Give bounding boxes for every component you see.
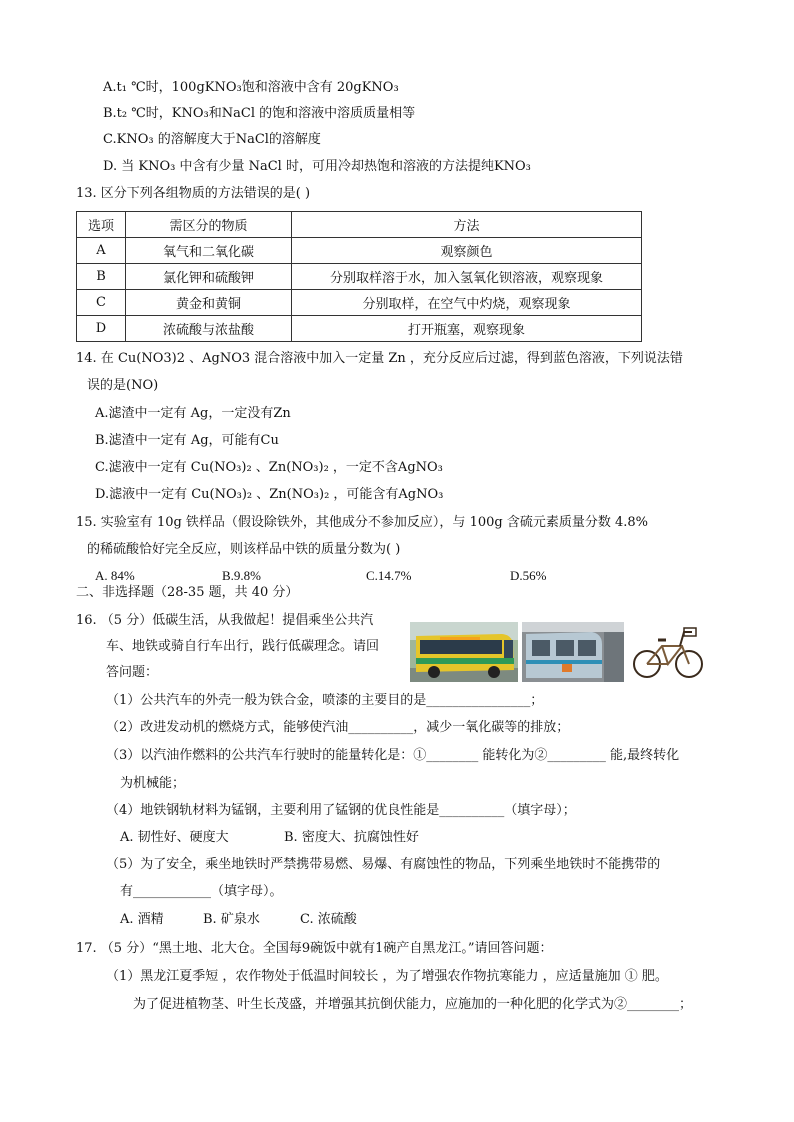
q16-part5: （5）为了安全，乘坐地铁时严禁携带易燃、易爆、有腐蚀性的物品，下列乘坐地铁时不能携带的	[106, 857, 661, 872]
bicycle-image	[632, 624, 704, 682]
table-cell: 分别取样，在空气中灼烧，观察现象	[292, 290, 642, 316]
q12-option-a: A.t₁ ℃时，100gKNO₃饱和溶液中含有 20gKNO₃	[103, 80, 399, 95]
table-cell: 分别取样溶于水，加入氢氧化钡溶液，观察现象	[292, 264, 642, 290]
bus-image	[410, 622, 518, 682]
table-header: 方法	[292, 212, 642, 238]
q16-part1: （1）公共汽车的外壳一般为铁合金，喷漆的主要目的是________________；	[106, 693, 544, 708]
table-cell: 观察颜色	[292, 238, 642, 264]
subway-image	[522, 622, 624, 682]
q15-option-c: C.14.7%	[366, 568, 412, 583]
q14-option-c: C.滤液中一定有 Cu(NO₃)₂ 、Zn(NO₃)₂ ，一定不含AgNO₃	[95, 460, 443, 475]
q15-stem-line1: 15. 实验室有 10g 铁样品（假设除铁外，其他成分不参加反应），与 100g 含硫元素质量分数 4.8%	[76, 515, 648, 530]
q14-option-b: B.滤渣中一定有 Ag，可能有Cu	[95, 433, 279, 448]
q15-option-d: D.56%	[510, 568, 547, 583]
table-header: 选项	[77, 212, 126, 238]
table-cell: D	[77, 316, 126, 342]
q16-part4-option-b: B. 密度大、抗腐蚀性好	[284, 830, 419, 845]
table-row	[77, 316, 642, 342]
q16-part4: （4）地铁钢轨材料为锰钢，主要利用了锰钢的优良性能是__________（填字母）；	[106, 803, 576, 818]
table-header-row	[77, 212, 642, 238]
q16-part5-option-a: A. 酒精	[120, 912, 164, 927]
table-cell: 氧气和二氧化碳	[126, 238, 292, 264]
q16-stem-line2: 车、地铁或骑自行车出行，践行低碳理念。请回	[106, 639, 380, 654]
q15-option-b: B.9.8%	[222, 568, 261, 583]
q16-stem-line3: 答问题：	[106, 665, 159, 680]
q17-part1-cont: 为了促进植物茎、叶生长茂盛，并增强其抗倒伏能力，应施加的一种化肥的化学式为②________；	[133, 997, 693, 1012]
q14-option-a: A.滤渣中一定有 Ag，一定没有Zn	[95, 406, 291, 421]
q15-option-a: A. 84%	[95, 568, 135, 583]
table-row	[77, 290, 642, 316]
table-header: 需区分的物质	[126, 212, 292, 238]
table-cell: 黄金和黄铜	[126, 290, 292, 316]
table-cell: 浓硫酸与浓盐酸	[126, 316, 292, 342]
q13-table	[76, 211, 642, 342]
q17-stem: 17. （5 分）“黑土地、北大仓。全国每9碗饭中就有1碗产自黑龙江。”请回答问题：	[76, 941, 553, 956]
q16-stem-line1: 16. （5 分）低碳生活，从我做起！提倡乘坐公共汽	[76, 613, 374, 628]
table-row	[77, 238, 642, 264]
q16-part3: （3）以汽油作燃料的公共汽车行驶时的能量转化是：①________ 能转化为②_________ 能,最终转化	[106, 748, 680, 763]
q12-option-b: B.t₂ ℃时，KNO₃和NaCl 的饱和溶液中溶质质量相等	[103, 106, 416, 121]
q16-part5-cont: 有____________（填字母）。	[120, 884, 283, 899]
q16-part2: （2）改进发动机的燃烧方式，能够使汽油__________，减少一氧化碳等的排放；	[106, 720, 570, 735]
table-cell: A	[77, 238, 126, 264]
q16-part5-option-c: C. 浓硫酸	[300, 912, 357, 927]
q12-option-d: D. 当 KNO₃ 中含有少量 NaCl 时，可用冷却热饱和溶液的方法提纯KNO₃	[103, 159, 531, 174]
q13-stem: 13. 区分下列各组物质的方法错误的是( )	[76, 186, 311, 201]
q14-stem-line2: 误的是(NO)	[87, 378, 159, 393]
section-title: 二、非选择题（28-35 题，共 40 分）	[76, 585, 299, 600]
table-cell: 打开瓶塞，观察现象	[292, 316, 642, 342]
q16-part4-option-a: A. 韧性好、硬度大	[120, 830, 229, 845]
q15-stem-line2: 的稀硫酸恰好完全反应，则该样品中铁的质量分数为( )	[87, 542, 401, 557]
table-cell: 氯化钾和硫酸钾	[126, 264, 292, 290]
q17-part1: （1）黑龙江夏季短 ，农作物处于低温时间较长 ，为了增强农作物抗寒能力 ，应适量施加 ① 肥。	[106, 969, 668, 984]
q14-option-d: D.滤液中一定有 Cu(NO₃)₂ 、Zn(NO₃)₂ ，可能含有AgNO₃	[95, 487, 444, 502]
table-row	[77, 264, 642, 290]
table-cell: C	[77, 290, 126, 316]
q16-part3-cont: 为机械能；	[120, 776, 186, 791]
q14-stem-line1: 14. 在 Cu(NO3)2 、AgNO3 混合溶液中加入一定量 Zn ，充分反应后过滤，得到蓝色溶液，下列说法错	[76, 351, 683, 366]
q16-part5-option-b: B. 矿泉水	[203, 912, 260, 927]
table-cell: B	[77, 264, 126, 290]
q12-option-c: C.KNO₃ 的溶解度大于NaCl的溶解度	[103, 132, 321, 147]
